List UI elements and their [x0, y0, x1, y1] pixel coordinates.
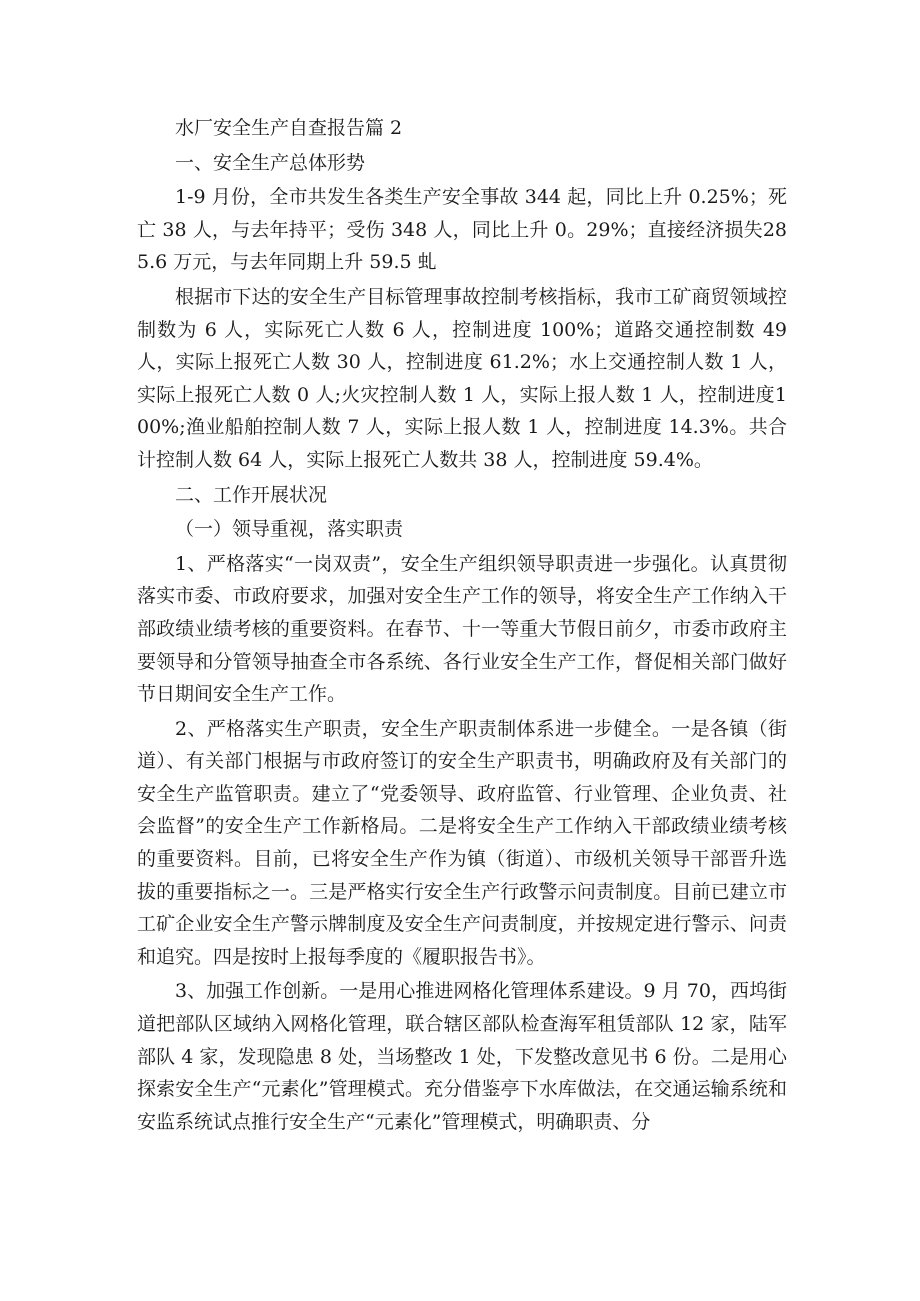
- subsection-heading-leadership: （一）领导重视，落实职责: [175, 518, 404, 541]
- paragraph-one-post-two-duties: 1、严格落实“一岗双责”，安全生产组织领导职责进一步强化。认真贯彻落实市委、市政府要求，加强对安全生产工作的领导，将安全生产工作纳入干部政绩业绩考核的重要资料。在春节、十一等重大节假日前夕，市委市政府主要领导和分管领导抽查全市各系统、各行业安全生产工作，督促相关部门做好节日期间安全生产工作。: [137, 552, 787, 706]
- document-body: [137, 112, 787, 1138]
- section-heading-work-progress: 二、工作开展状况: [175, 483, 328, 506]
- document-title: 水厂安全生产自查报告篇 2: [175, 117, 403, 139]
- paragraph-accident-statistics: 1-9 月份，全市共发生各类生产安全事故 344 起，同比上升 0.25%；死亡 38 人，与去年持平；受伤 348 人，同比上升 0。29%；直接经济损失285.6 万元，与去年同期上升 59.5 虬: [137, 186, 787, 274]
- paragraph-control-indicators: 根据市下达的安全生产目标管理事故控制考核指标，我市工矿商贸领域控制数为 6 人，实际死亡人数 6 人，控制进度 100%；道路交通控制数 49人，实际上报死亡人数 30 人，控制进度 61.2%；水上交通控制人数 1 人，实际上报死亡人数 0 人;火灾控制人数 1 人，实际上报人数 1 人，控制进度100%;渔业船舶控制人数 7 人，实际上报人数 1 人，控制进度 14.3%。共合计控制人数 64 人，实际上报死亡人数共 38 人，控制进度 59.4%。: [137, 285, 787, 471]
- section-heading-overall-situation: 一、安全生产总体形势: [175, 151, 366, 174]
- paragraph-production-responsibility: 2、严格落实生产职责，安全生产职责制体系进一步健全。一是各镇（街道）、有关部门根据与市政府签订的安全生产职责书，明确政府及有关部门的安全生产监管职责。建立了“党委领导、政府监管、行业管理、企业负责、社会监督”的安全生产工作新格局。二是将安全生产工作纳入干部政绩业绩考核的重要资料。目前，已将安全生产作为镇（街道）、市级机关领导干部晋升选拔的重要指标之一。三是严格实行安全生产行政警示问责制度。目前已建立市工矿企业安全生产警示牌制度及安全生产问责制度，并按规定进行警示、问责和追究。四是按时上报每季度的《履职报告书》。: [137, 717, 787, 968]
- paragraph-work-innovation: 3、加强工作创新。一是用心推进网格化管理体系建设。9 月 70，西坞街道把部队区域纳入网格化管理，联合辖区部队检查海军租赁部队 12 家，陆军部队 4 家，发现隐患 8 处，当场整改 1 处，下发整改意见书 6 份。二是用心探索安全生产“元素化”管理模式。充分借鉴亭下水库做法，在交通运输系统和安监系统试点推行安全生产“元素化”管理模式，明确职责、分: [137, 980, 787, 1133]
